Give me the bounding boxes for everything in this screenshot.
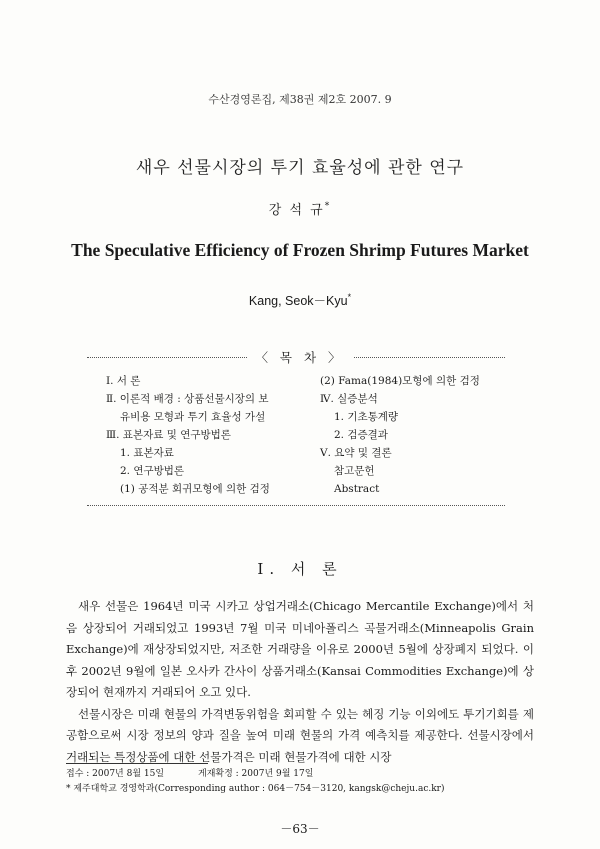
toc-item: Ⅰ. 서 론 [106, 375, 141, 387]
toc-item: 2. 연구방법론 [120, 465, 185, 477]
toc-item: Ⅱ. 이론적 배경 : 상품선물시장의 보 [106, 393, 269, 405]
author-footnote-mark: * [324, 201, 332, 212]
toc-left-column [106, 372, 306, 498]
toc-item: Ⅳ. 실증분석 [320, 393, 378, 405]
english-title: The Speculative Efficiency of Frozen Shrimp Futures Market [71, 240, 529, 260]
body-text [66, 596, 534, 768]
footnotes [66, 767, 546, 797]
paragraph: 새우 선물은 1964년 미국 시카고 상업거래소(Chicago Mercantile Exchange)에서 처음 상장되어 거래되었고 1993년 7월 미국 미네아폴리스 곡물거래소(Minneapolis Grain Exchange)에 재상장되었지만, 저조한 거래량을 이유로 2000년 5월에 상장폐지 되었다. 이후 2002년 9월에 일본 오사카 간사이 상품거래소(Kansai Commodities Exchange)에 상장되어 현재까지 거래되어 오고 있다. [66, 599, 534, 699]
received-date: 접수 : 2007년 8월 15일 [66, 769, 165, 779]
english-author-name: Kang, Seok－Kyu [248, 294, 348, 308]
korean-title: 새우 선물시장의 투기 효율성에 관한 연구 [135, 158, 465, 178]
toc-item: Abstract [334, 483, 380, 495]
toc-item: 1. 표본자료 [120, 447, 174, 459]
toc-item: 유비용 모형과 투기 효율성 가설 [120, 411, 266, 423]
footnote-divider [66, 763, 208, 764]
footnote-dates [66, 767, 546, 782]
accepted-date: 게재확정 : 2007년 9월 17일 [198, 769, 314, 779]
toc-heading [0, 348, 600, 366]
korean-author [0, 199, 600, 218]
korean-author-name: 강 석 규 [268, 203, 325, 218]
paragraph: 선물시장은 미래 현물의 가격변동위험을 회피할 수 있는 헤징 기능 이외에도 투기기회를 제공함으로써 시장 정보의 양과 질을 높여 미래 현물의 가격 예측치를 제공한다. 선물시장에서 거래되는 특정상품에 대한 선물가격은 미래 현물가격에 대한 시장 [66, 706, 534, 764]
toc-heading-text: 〈 목 차 〉 [247, 350, 352, 365]
author-affiliation: * 제주대학교 경영학과(Corresponding author : 064－754－3120, kangsk@cheju.ac.kr) [66, 784, 445, 794]
toc-item: (2) Fama(1984)모형에 의한 검정 [320, 375, 480, 387]
toc-item: 2. 검증결과 [334, 429, 388, 441]
toc-right-column [320, 372, 520, 498]
english-author-footnote-mark: * [347, 291, 352, 302]
section-heading-introduction: Ⅰ. 서 론 [257, 560, 343, 578]
toc-item: Ⅴ. 요약 및 결론 [320, 447, 392, 459]
toc-item: 참고문헌 [334, 465, 375, 477]
english-author [0, 291, 600, 309]
journal-citation: 수산경영론집, 제38권 제2호 2007. 9 [208, 93, 392, 106]
toc-item: Ⅲ. 표본자료 및 연구방법론 [106, 429, 231, 441]
toc-item: 1. 기초통계량 [334, 411, 399, 423]
page-number: －63－ [280, 822, 320, 836]
toc-item: (1) 공적분 회귀모형에 의한 검정 [120, 483, 270, 495]
